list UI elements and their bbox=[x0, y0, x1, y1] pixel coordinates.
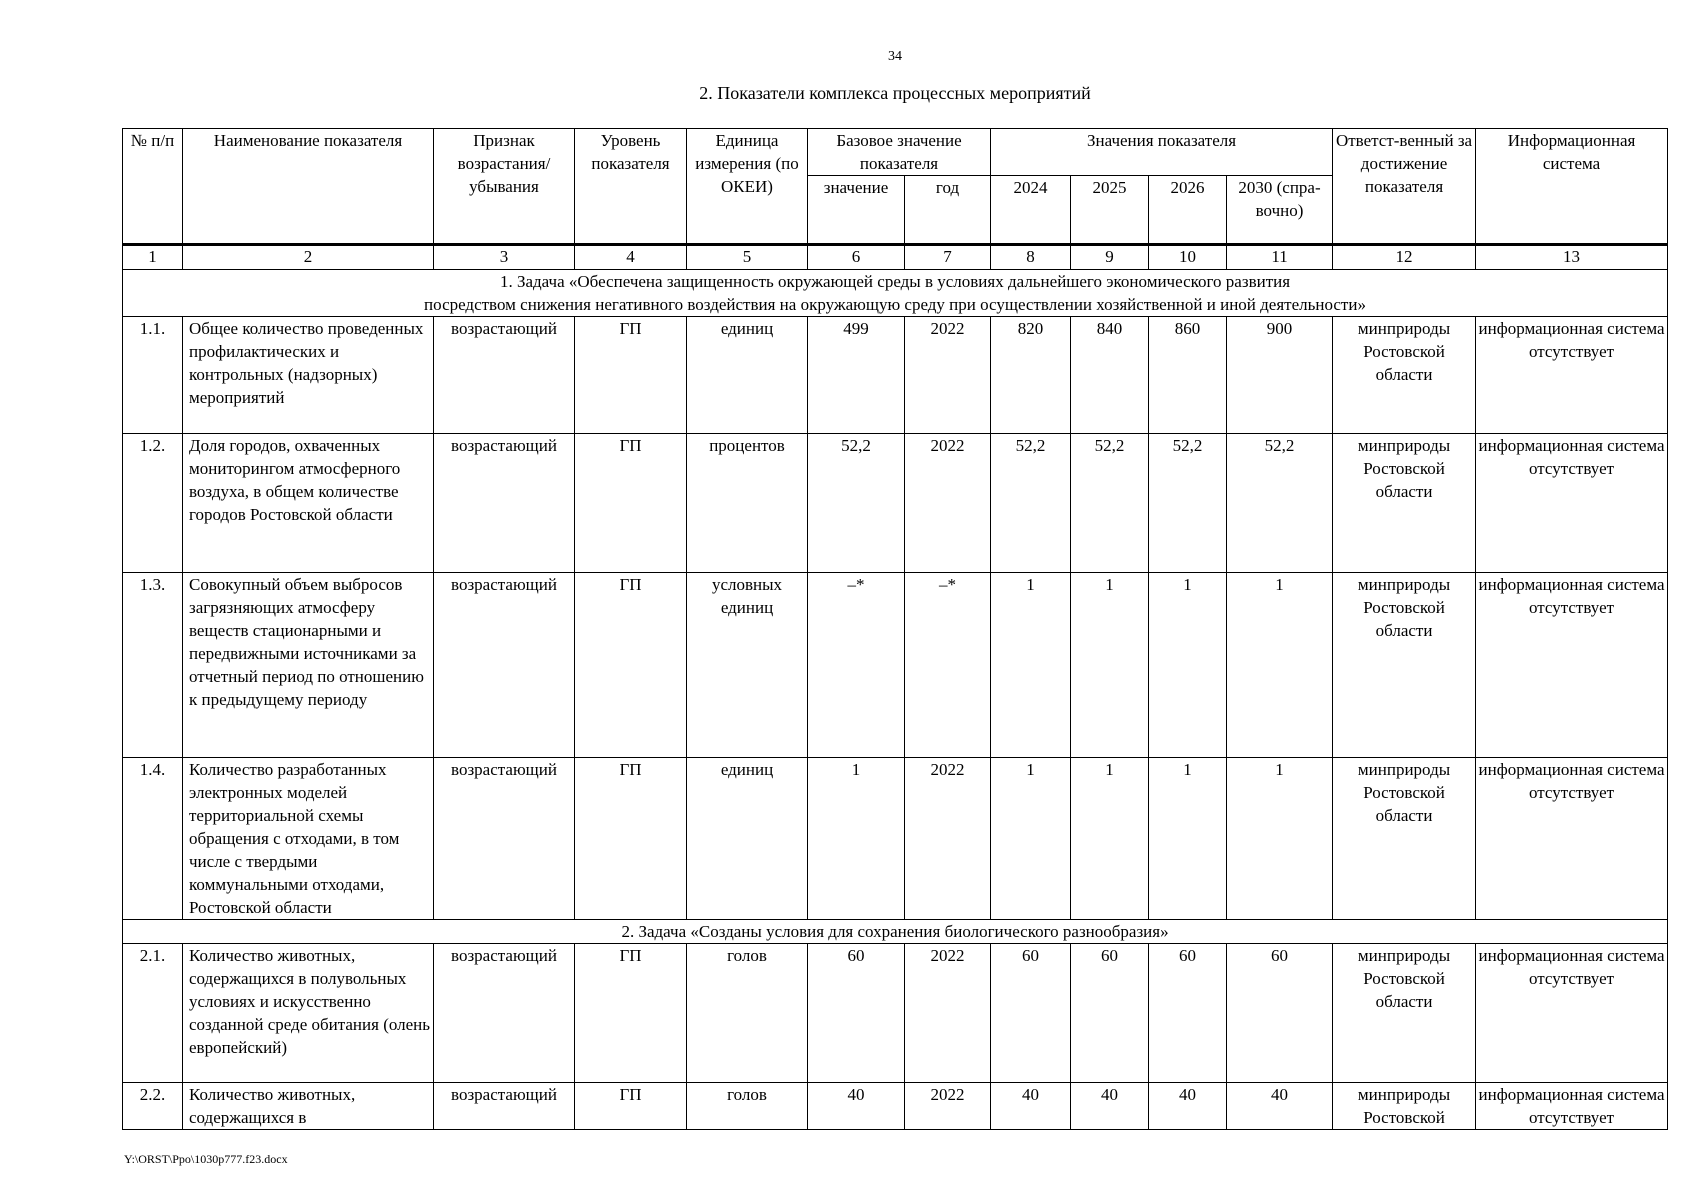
row-name: Количество животных, содержащихся в полувольных условиях и искусственно созданной среде обитания (олень европейский) bbox=[183, 944, 434, 1083]
header-system: Информационная система bbox=[1476, 129, 1668, 245]
section-title: 2. Показатели комплекса процессных мероприятий bbox=[699, 83, 1091, 103]
footer-file-path: Y:\ORST\Ppo\1030p777.f23.docx bbox=[124, 1152, 288, 1166]
table-row bbox=[123, 573, 1668, 758]
row-system: информационная система отсутствует bbox=[1476, 758, 1668, 920]
column-number: 7 bbox=[905, 245, 991, 270]
header-2024: 2024 bbox=[991, 176, 1071, 245]
column-number: 2 bbox=[183, 245, 434, 270]
row-responsible: минприроды Ростовской области bbox=[1333, 434, 1476, 573]
row-2025: 52,2 bbox=[1071, 434, 1149, 573]
row-base-year: 2022 bbox=[905, 758, 991, 920]
task-1-line-2: посредством снижения негативного воздействия на окружающую среду при осуществлении хозяйственной и иной деятельности» bbox=[424, 295, 1366, 314]
table-row bbox=[123, 1083, 1668, 1130]
row-2026: 1 bbox=[1149, 758, 1227, 920]
row-name: Совокупный объем выбросов загрязняющих атмосферу веществ стационарными и передвижными источниками за отчетный период по отношению к предыдущему периоду bbox=[183, 573, 434, 758]
table-row bbox=[123, 434, 1668, 573]
row-num: 1.2. bbox=[123, 434, 183, 573]
row-system: информационная система отсутствует bbox=[1476, 944, 1668, 1083]
indicators-table bbox=[122, 128, 1668, 1130]
row-level: ГП bbox=[575, 1083, 687, 1130]
row-2026: 52,2 bbox=[1149, 434, 1227, 573]
row-2025: 840 bbox=[1071, 317, 1149, 434]
row-unit: голов bbox=[687, 1083, 808, 1130]
row-name: Общее количество проведенных профилактических и контрольных (надзорных) мероприятий bbox=[183, 317, 434, 434]
header-2030: 2030 (спра-вочно) bbox=[1227, 176, 1333, 245]
row-trend: возрастающий bbox=[434, 1083, 575, 1130]
task-2-heading: 2. Задача «Созданы условия для сохранения биологического разнообразия» bbox=[123, 920, 1668, 944]
header-2025: 2025 bbox=[1071, 176, 1149, 245]
row-2024: 52,2 bbox=[991, 434, 1071, 573]
table-row bbox=[123, 317, 1668, 434]
row-2025: 1 bbox=[1071, 573, 1149, 758]
row-num: 1.4. bbox=[123, 758, 183, 920]
row-base-year: 2022 bbox=[905, 1083, 991, 1130]
row-name: Количество животных, содержащихся в bbox=[183, 1083, 434, 1130]
row-2025: 1 bbox=[1071, 758, 1149, 920]
header-base-value: значение bbox=[808, 176, 905, 245]
row-base-year: 2022 bbox=[905, 317, 991, 434]
row-2024: 40 bbox=[991, 1083, 1071, 1130]
page-number: 34 bbox=[888, 49, 902, 64]
row-trend: возрастающий bbox=[434, 434, 575, 573]
row-trend: возрастающий bbox=[434, 573, 575, 758]
column-number: 12 bbox=[1333, 245, 1476, 270]
row-base-value: 40 bbox=[808, 1083, 905, 1130]
row-2030: 52,2 bbox=[1227, 434, 1333, 573]
row-num: 1.1. bbox=[123, 317, 183, 434]
header-num: № п/п bbox=[123, 129, 183, 245]
row-name: Количество разработанных электронных моделей территориальной схемы обращения с отходами, в том числе с твердыми коммунальными отходами, Ростовской области bbox=[183, 758, 434, 920]
row-base-value: 499 bbox=[808, 317, 905, 434]
row-level: ГП bbox=[575, 434, 687, 573]
row-trend: возрастающий bbox=[434, 758, 575, 920]
row-responsible: минприроды Ростовской области bbox=[1333, 944, 1476, 1083]
row-2024: 60 bbox=[991, 944, 1071, 1083]
column-number: 10 bbox=[1149, 245, 1227, 270]
row-2024: 1 bbox=[991, 758, 1071, 920]
row-2030: 900 bbox=[1227, 317, 1333, 434]
row-base-value: –* bbox=[808, 573, 905, 758]
row-2025: 40 bbox=[1071, 1083, 1149, 1130]
column-number: 13 bbox=[1476, 245, 1668, 270]
column-number: 9 bbox=[1071, 245, 1149, 270]
row-unit: голов bbox=[687, 944, 808, 1083]
row-2026: 1 bbox=[1149, 573, 1227, 758]
row-base-year: –* bbox=[905, 573, 991, 758]
row-unit: единиц bbox=[687, 317, 808, 434]
column-number: 4 bbox=[575, 245, 687, 270]
column-number: 11 bbox=[1227, 245, 1333, 270]
row-responsible: минприроды Ростовской области bbox=[1333, 758, 1476, 920]
column-numbers-row bbox=[123, 245, 1668, 270]
row-num: 2.2. bbox=[123, 1083, 183, 1130]
column-number: 6 bbox=[808, 245, 905, 270]
row-name: Доля городов, охваченных мониторингом атмосферного воздуха, в общем количестве городов Ростовской области bbox=[183, 434, 434, 573]
task-1-heading bbox=[123, 270, 1668, 317]
column-number: 1 bbox=[123, 245, 183, 270]
row-2025: 60 bbox=[1071, 944, 1149, 1083]
row-unit: процентов bbox=[687, 434, 808, 573]
row-2024: 1 bbox=[991, 573, 1071, 758]
row-base-value: 52,2 bbox=[808, 434, 905, 573]
row-2030: 1 bbox=[1227, 758, 1333, 920]
row-num: 1.3. bbox=[123, 573, 183, 758]
row-2030: 1 bbox=[1227, 573, 1333, 758]
row-2030: 60 bbox=[1227, 944, 1333, 1083]
column-number: 3 bbox=[434, 245, 575, 270]
row-2026: 860 bbox=[1149, 317, 1227, 434]
task-2-row bbox=[123, 920, 1668, 944]
task-1-line-1: 1. Задача «Обеспечена защищенность окружающей среды в условиях дальнейшего экономического развития bbox=[499, 272, 1291, 291]
row-responsible: минприроды Ростовской области bbox=[1333, 317, 1476, 434]
row-base-value: 1 bbox=[808, 758, 905, 920]
row-trend: возрастающий bbox=[434, 317, 575, 434]
row-2024: 820 bbox=[991, 317, 1071, 434]
header-unit: Единица измерения (по ОКЕИ) bbox=[687, 129, 808, 245]
row-base-year: 2022 bbox=[905, 944, 991, 1083]
row-level: ГП bbox=[575, 317, 687, 434]
row-level: ГП bbox=[575, 944, 687, 1083]
row-num: 2.1. bbox=[123, 944, 183, 1083]
row-base-value: 60 bbox=[808, 944, 905, 1083]
row-system: информационная система отсутствует bbox=[1476, 434, 1668, 573]
row-system: информационная система отсутствует bbox=[1476, 317, 1668, 434]
row-2030: 40 bbox=[1227, 1083, 1333, 1130]
table-row bbox=[123, 944, 1668, 1083]
row-system: информационная система отсутствует bbox=[1476, 1083, 1668, 1130]
task-1-row bbox=[123, 270, 1668, 317]
row-responsible: минприроды Ростовской области bbox=[1333, 573, 1476, 758]
header-row-1 bbox=[123, 129, 1668, 176]
row-responsible: минприроды Ростовской bbox=[1333, 1083, 1476, 1130]
row-2026: 40 bbox=[1149, 1083, 1227, 1130]
header-2026: 2026 bbox=[1149, 176, 1227, 245]
row-unit: условных единиц bbox=[687, 573, 808, 758]
row-level: ГП bbox=[575, 758, 687, 920]
header-base-year: год bbox=[905, 176, 991, 245]
column-number: 5 bbox=[687, 245, 808, 270]
row-system: информационная система отсутствует bbox=[1476, 573, 1668, 758]
table-row bbox=[123, 758, 1668, 920]
header-responsible: Ответст-венный за достижение показателя bbox=[1333, 129, 1476, 245]
row-unit: единиц bbox=[687, 758, 808, 920]
header-trend: Признак возрастания/ убывания bbox=[434, 129, 575, 245]
header-level: Уровень показателя bbox=[575, 129, 687, 245]
row-trend: возрастающий bbox=[434, 944, 575, 1083]
header-name: Наименование показателя bbox=[183, 129, 434, 245]
row-2026: 60 bbox=[1149, 944, 1227, 1083]
header-values: Значения показателя bbox=[991, 129, 1333, 176]
row-base-year: 2022 bbox=[905, 434, 991, 573]
row-level: ГП bbox=[575, 573, 687, 758]
header-base: Базовое значение показателя bbox=[808, 129, 991, 176]
column-number: 8 bbox=[991, 245, 1071, 270]
